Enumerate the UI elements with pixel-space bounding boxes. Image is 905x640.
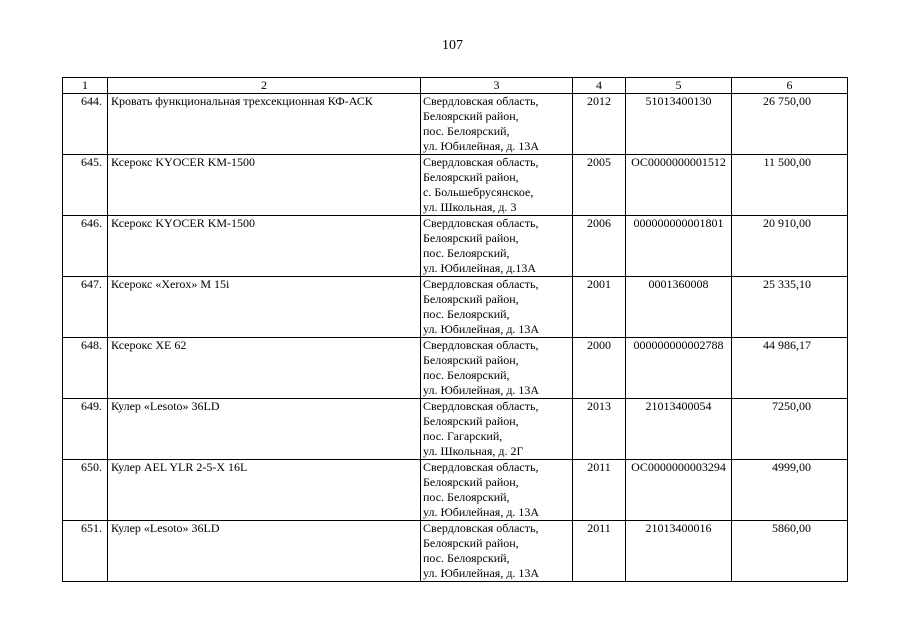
item-year: 2011: [573, 521, 626, 582]
inventory-number: 21013400054: [626, 399, 732, 460]
table-row: [63, 521, 848, 582]
item-cost: 26 750,00: [732, 94, 848, 155]
item-cost: 11 500,00: [732, 155, 848, 216]
item-year: 2001: [573, 277, 626, 338]
item-name: Ксерокс «Xerox» M 15i: [108, 277, 421, 338]
item-year: 2011: [573, 460, 626, 521]
inventory-number: 0001360008: [626, 277, 732, 338]
column-header: 6: [732, 78, 848, 94]
row-number: 649.: [63, 399, 108, 460]
item-year: 2006: [573, 216, 626, 277]
item-year: 2000: [573, 338, 626, 399]
item-year: 2012: [573, 94, 626, 155]
inventory-number: 21013400016: [626, 521, 732, 582]
table-row: [63, 338, 848, 399]
item-address: Свердловская область, Белоярский район, пос. Гагарский, ул. Школьная, д. 2Г: [421, 399, 573, 460]
item-name: Кулер «Lesoto» 36LD: [108, 521, 421, 582]
item-name: Ксерокс KYOCER KM-1500: [108, 216, 421, 277]
table-row: [63, 94, 848, 155]
item-cost: 25 335,10: [732, 277, 848, 338]
item-address: Свердловская область, Белоярский район, пос. Белоярский, ул. Юбилейная, д. 13А: [421, 277, 573, 338]
column-header: 2: [108, 78, 421, 94]
table-row: [63, 155, 848, 216]
item-cost: 44 986,17: [732, 338, 848, 399]
item-year: 2005: [573, 155, 626, 216]
row-number: 651.: [63, 521, 108, 582]
column-header: 5: [626, 78, 732, 94]
item-name: Ксерокс KYOCER KM-1500: [108, 155, 421, 216]
row-number: 650.: [63, 460, 108, 521]
table-header-row: [63, 78, 848, 94]
item-name: Кулер AEL YLR 2-5-X 16L: [108, 460, 421, 521]
item-cost: 7250,00: [732, 399, 848, 460]
item-address: Свердловская область, Белоярский район, пос. Белоярский, ул. Юбилейная, д. 13А: [421, 94, 573, 155]
inventory-number: 000000000002788: [626, 338, 732, 399]
item-cost: 20 910,00: [732, 216, 848, 277]
inventory-number: ОС0000000001512: [626, 155, 732, 216]
row-number: 648.: [63, 338, 108, 399]
page-number: 107: [442, 38, 463, 53]
row-number: 646.: [63, 216, 108, 277]
row-number: 647.: [63, 277, 108, 338]
item-address: Свердловская область, Белоярский район, пос. Белоярский, ул. Юбилейная, д. 13А: [421, 460, 573, 521]
column-header: 4: [573, 78, 626, 94]
column-header: 3: [421, 78, 573, 94]
inventory-table: [62, 77, 848, 582]
table-row: [63, 399, 848, 460]
item-year: 2013: [573, 399, 626, 460]
row-number: 644.: [63, 94, 108, 155]
item-name: Кровать функциональная трехсекционная КФ-АСК: [108, 94, 421, 155]
item-address: Свердловская область, Белоярский район, пос. Белоярский, ул. Юбилейная, д.13А: [421, 216, 573, 277]
table-row: [63, 277, 848, 338]
inventory-number: ОС0000000003294: [626, 460, 732, 521]
row-number: 645.: [63, 155, 108, 216]
item-name: Кулер «Lesoto» 36LD: [108, 399, 421, 460]
item-address: Свердловская область, Белоярский район, пос. Белоярский, ул. Юбилейная, д. 13А: [421, 521, 573, 582]
inventory-number: 51013400130: [626, 94, 732, 155]
table-row: [63, 460, 848, 521]
inventory-number: 000000000001801: [626, 216, 732, 277]
column-header: 1: [63, 78, 108, 94]
table-row: [63, 216, 848, 277]
item-cost: 5860,00: [732, 521, 848, 582]
item-name: Ксерокс XE 62: [108, 338, 421, 399]
item-address: Свердловская область, Белоярский район, пос. Белоярский, ул. Юбилейная, д. 13А: [421, 338, 573, 399]
item-cost: 4999,00: [732, 460, 848, 521]
item-address: Свердловская область, Белоярский район, с. Большебрусянское, ул. Школьная, д. 3: [421, 155, 573, 216]
